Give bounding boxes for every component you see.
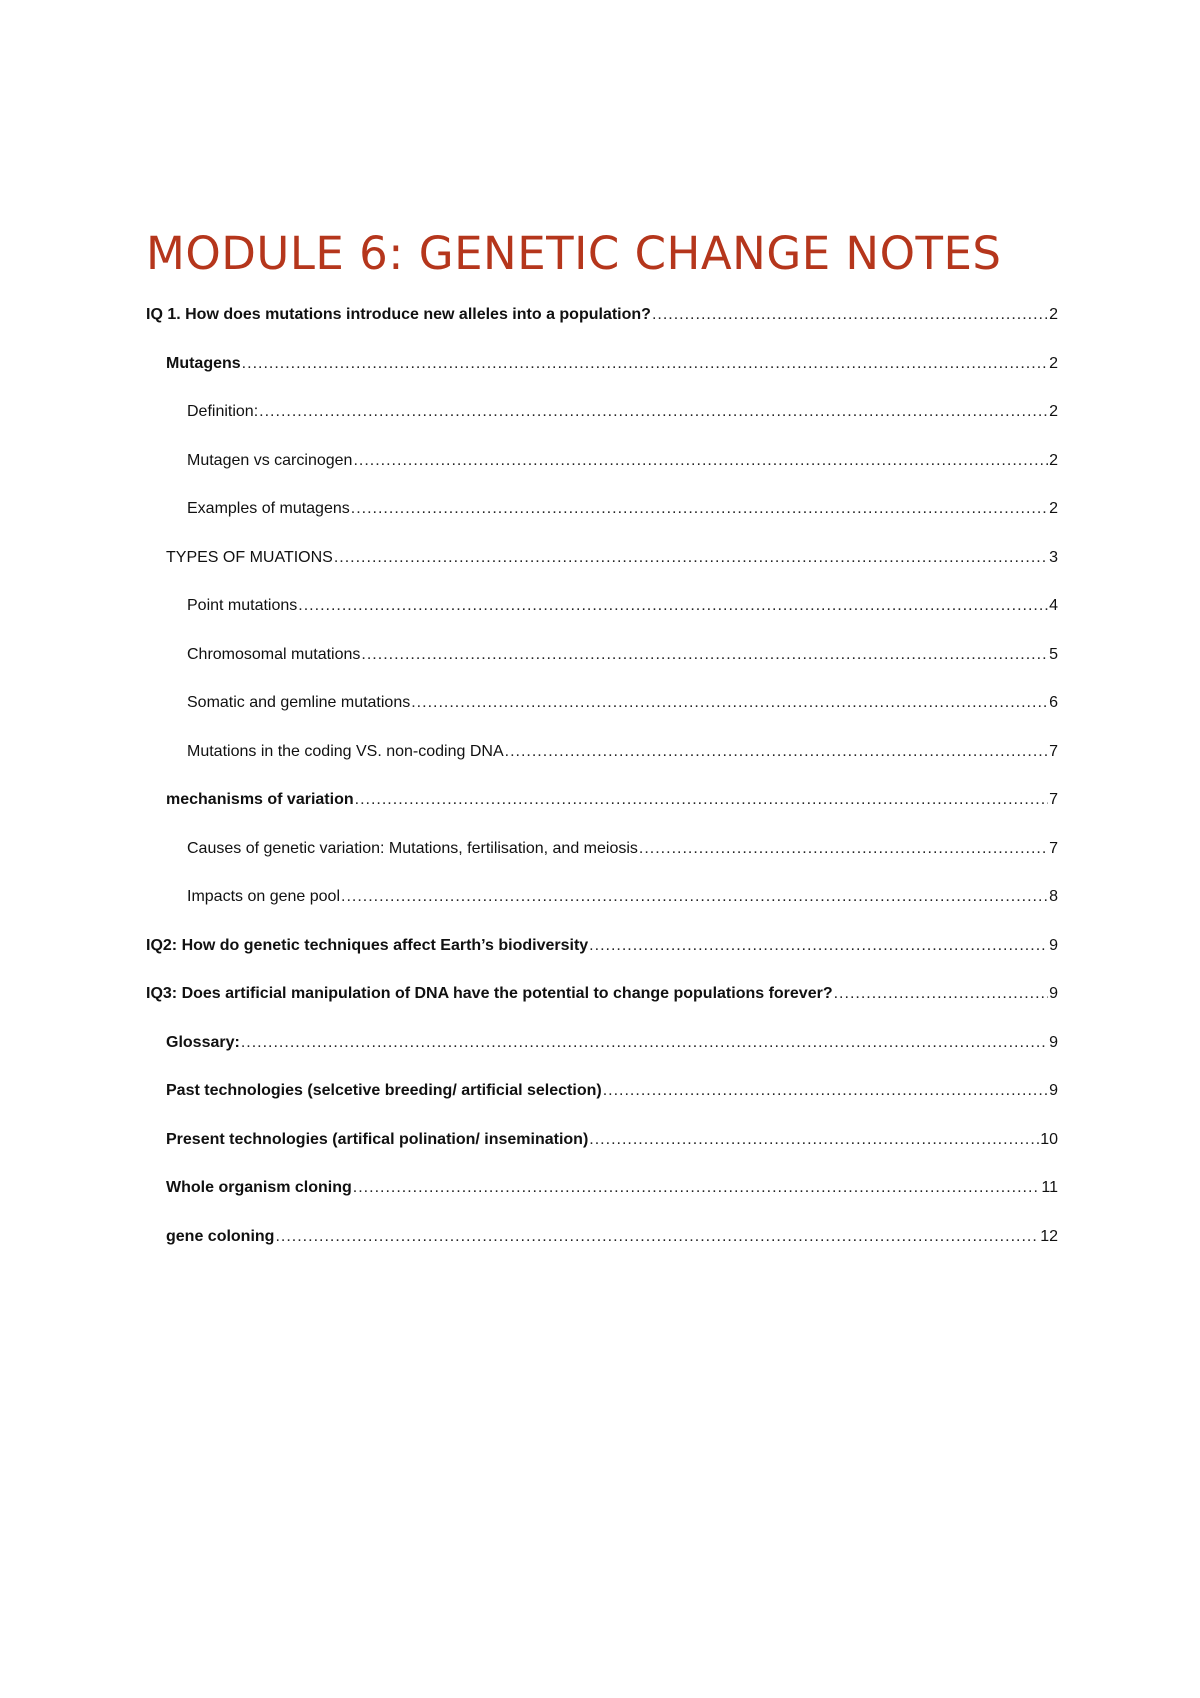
toc-dot-leader [334, 548, 1048, 568]
toc-entry-text: mechanisms of variation [166, 791, 354, 808]
toc-entry-glossary[interactable] [146, 1033, 1058, 1082]
toc-dot-leader [353, 1178, 1041, 1198]
toc-page-number: 2 [1049, 354, 1058, 372]
document-title: MODULE 6: GENETIC CHANGE NOTES [146, 227, 1002, 280]
toc-entry-causes-of-genetic-variation[interactable] [146, 839, 1058, 888]
toc-dot-leader [589, 1130, 1039, 1150]
toc-entry-examples-of-mutagens[interactable] [146, 499, 1058, 548]
toc-page-number: 8 [1049, 888, 1058, 905]
toc-page-number: 3 [1049, 548, 1058, 566]
toc-entry-mutagens[interactable] [146, 354, 1058, 403]
toc-page-number: 7 [1049, 791, 1058, 808]
toc-entry-text: Impacts on gene pool [187, 888, 340, 905]
toc-entry-impacts-on-gene-pool[interactable] [146, 887, 1058, 936]
toc-dot-leader [355, 790, 1048, 810]
toc-dot-leader [242, 354, 1048, 374]
toc-page-number: 2 [1049, 403, 1058, 420]
toc-entry-text: Whole organism cloning [166, 1179, 352, 1196]
toc-entry-text: Causes of genetic variation: Mutations, fertilisation, and meiosis [187, 839, 638, 857]
toc-entry-somatic-and-germline-mutations[interactable] [146, 693, 1058, 742]
toc-page-number: 10 [1040, 1130, 1058, 1148]
toc-entry-text: IQ 1. How does mutations introduce new alleles into a population? [146, 306, 651, 323]
toc-page-number: 2 [1049, 500, 1058, 517]
toc-entry-chromosomal-mutations[interactable] [146, 645, 1058, 694]
toc-page-number: 6 [1049, 694, 1058, 711]
toc-page-number: 9 [1049, 936, 1058, 954]
toc-entry-past-technologies[interactable] [146, 1081, 1058, 1130]
toc-page-number: 2 [1049, 306, 1058, 323]
toc-entry-text: gene coloning [166, 1227, 275, 1245]
toc-entry-text: IQ2: How do genetic techniques affect Earth’s biodiversity [146, 936, 589, 954]
toc-page-number: 9 [1049, 1033, 1058, 1051]
toc-entry-text: Past technologies (selcetive breeding/ artificial selection) [166, 1082, 602, 1099]
toc-entry-whole-organism-cloning[interactable] [146, 1178, 1058, 1227]
toc-page-number: 7 [1049, 742, 1058, 760]
toc-page-number: 4 [1049, 597, 1058, 614]
toc-entry-mechanisms-of-variation[interactable] [146, 790, 1058, 839]
toc-entry-text: Chromosomal mutations [187, 645, 361, 663]
toc-entry-text: IQ3: Does artificial manipulation of DNA have the potential to change populations forever? [146, 985, 833, 1002]
toc-entry-mutagen-vs-carcinogen[interactable] [146, 451, 1058, 500]
toc-page-number: 2 [1049, 451, 1058, 469]
toc-dot-leader [241, 1033, 1048, 1053]
toc-entry-text: Glossary: [166, 1033, 240, 1051]
toc-entry-text: Mutagens [166, 354, 241, 372]
toc-dot-leader [589, 936, 1048, 956]
toc-dot-leader [298, 596, 1048, 616]
toc-dot-leader [603, 1081, 1048, 1101]
toc-entry-gene-cloning[interactable] [146, 1227, 1058, 1276]
toc-dot-leader [411, 693, 1048, 713]
toc-entry-definition[interactable] [146, 402, 1058, 451]
toc-dot-leader [341, 887, 1048, 907]
toc-page-number: 7 [1049, 839, 1058, 857]
toc-entry-coding-vs-noncoding[interactable] [146, 742, 1058, 791]
toc-dot-leader [259, 402, 1048, 422]
toc-dot-leader [275, 1227, 1039, 1247]
table-of-contents [146, 305, 1058, 1275]
toc-page-number: 9 [1049, 1082, 1058, 1099]
toc-page-number: 11 [1041, 1179, 1058, 1196]
toc-page-number: 5 [1049, 645, 1058, 663]
toc-dot-leader [652, 305, 1048, 325]
toc-entry-iq3[interactable] [146, 984, 1058, 1033]
toc-entry-text: Present technologies (artifical polination/ insemination) [166, 1130, 589, 1148]
toc-dot-leader [353, 451, 1048, 471]
toc-entry-types-of-mutations[interactable] [146, 548, 1058, 597]
toc-entry-iq2[interactable] [146, 936, 1058, 985]
toc-dot-leader [834, 984, 1048, 1004]
toc-page-number: 12 [1040, 1227, 1058, 1245]
toc-dot-leader [361, 645, 1048, 665]
toc-entry-text: Mutagen vs carcinogen [187, 451, 353, 469]
toc-page-number: 9 [1049, 985, 1058, 1002]
toc-entry-text: Mutations in the coding VS. non-coding DNA [187, 742, 504, 760]
toc-dot-leader [639, 839, 1048, 859]
toc-dot-leader [351, 499, 1048, 519]
toc-dot-leader [505, 742, 1048, 762]
toc-entry-point-mutations[interactable] [146, 596, 1058, 645]
toc-entry-present-technologies[interactable] [146, 1130, 1058, 1179]
toc-entry-text: Point mutations [187, 597, 298, 614]
toc-entry-iq1[interactable] [146, 305, 1058, 354]
toc-entry-text: Somatic and gemline mutations [187, 694, 411, 711]
toc-entry-text: TYPES OF MUATIONS [166, 548, 333, 566]
toc-entry-text: Definition: [187, 403, 259, 420]
toc-entry-text: Examples of mutagens [187, 500, 350, 517]
